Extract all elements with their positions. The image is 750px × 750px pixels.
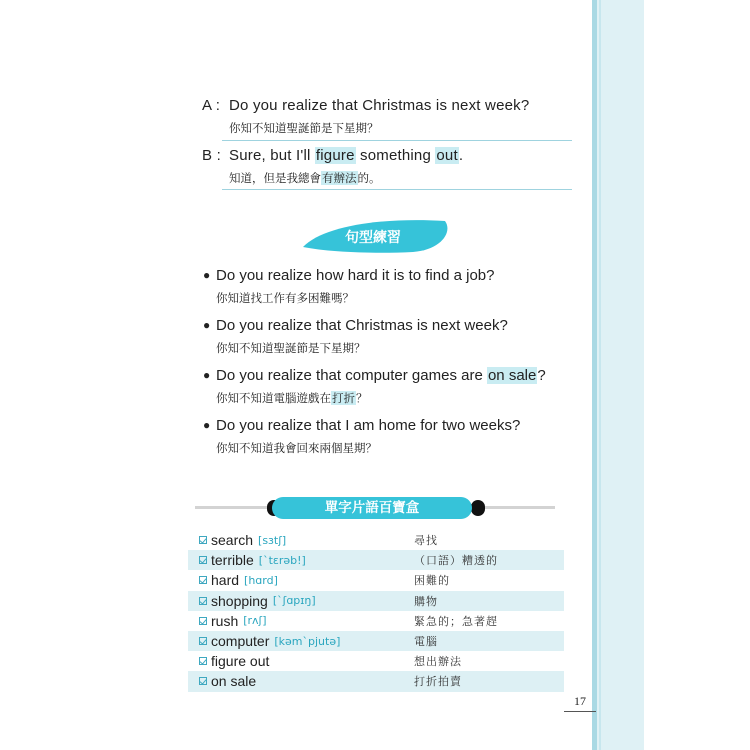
- dialogue-english-text: [229, 147, 463, 164]
- dialogue-chinese: [229, 120, 572, 136]
- checkbox-icon[interactable]: [199, 556, 207, 564]
- highlighted-phrase: figure: [315, 147, 355, 164]
- vocab-title: 單字片語百寶盒: [272, 497, 472, 519]
- checkbox-icon[interactable]: [199, 597, 207, 605]
- bullet-icon: ●: [203, 268, 211, 282]
- pill-cap-icon: [471, 500, 485, 516]
- checkbox-icon[interactable]: [199, 637, 207, 645]
- vocab-meaning: 想出辦法: [414, 655, 462, 669]
- vocab-word: terrible: [211, 552, 254, 569]
- text-run: Do you realize that I am home for two weeks?: [216, 417, 521, 434]
- vocab-row: [188, 611, 564, 631]
- divider: [222, 189, 572, 190]
- vocab-row: [188, 671, 564, 691]
- vocab-word: rush: [211, 612, 239, 629]
- vocab-meaning: 緊急的；急著趕: [414, 614, 498, 628]
- vocab-meaning: 電腦: [414, 635, 438, 649]
- text-run: 的。: [357, 171, 381, 185]
- vocab-row: [188, 651, 564, 671]
- divider: [477, 506, 555, 509]
- vocab-header: [195, 497, 555, 519]
- highlighted-phrase: out: [436, 147, 458, 164]
- dialogue-chinese: [229, 170, 572, 186]
- dialogue-line-b: [202, 147, 572, 186]
- bullet-icon: ●: [203, 368, 211, 382]
- vocab-phonetic: [rʌʃ]: [243, 614, 267, 628]
- vocab-phonetic: [`tɛrəb!]: [258, 553, 306, 567]
- text-run: ?: [537, 367, 546, 384]
- text-run: 你知不知道電腦遊戲在: [216, 391, 331, 405]
- practice-chinese: [216, 390, 583, 406]
- practice-item: [203, 267, 583, 306]
- dialogue-english-text: [229, 97, 529, 114]
- text-run: .: [458, 147, 464, 164]
- checkbox-icon[interactable]: [199, 617, 207, 625]
- practice-english: [216, 417, 520, 434]
- vocab-meaning: 打折拍賣: [414, 675, 462, 689]
- text-run: 知道，但是我總會: [229, 171, 321, 185]
- vocab-word: search: [211, 532, 254, 549]
- text-run: Do you realize that computer games are: [216, 367, 487, 384]
- text-run: 你知不知道我會回來兩個星期？: [216, 441, 377, 455]
- dialogue-english: [202, 97, 572, 114]
- speaker-label: B :: [202, 147, 221, 164]
- section-title: 句型練習: [345, 230, 401, 246]
- vocab-word: shopping: [211, 592, 268, 609]
- divider: [564, 711, 596, 712]
- vocab-word: hard: [211, 572, 240, 589]
- checkbox-icon[interactable]: [199, 576, 207, 584]
- checkbox-icon[interactable]: [199, 536, 207, 544]
- practice-english: [216, 267, 495, 284]
- divider: [195, 506, 273, 509]
- vocab-row: [188, 550, 564, 570]
- vocab-phonetic: [kəm`pjutə]: [274, 634, 341, 648]
- text-run: 你知道找工作有多困難嗎？: [216, 291, 354, 305]
- vocab-meaning: 購物: [414, 594, 438, 608]
- practice-chinese: [216, 290, 583, 306]
- practice-chinese: [216, 440, 583, 456]
- practice-english: [216, 367, 546, 384]
- vocab-row: [188, 631, 564, 651]
- highlighted-phrase: 打折: [332, 391, 355, 405]
- vocab-word: computer: [211, 633, 270, 650]
- highlighted-phrase: 有辦法: [322, 171, 357, 185]
- dialogue-english: [202, 147, 572, 164]
- practice-item: [203, 317, 583, 356]
- vocab-row: [188, 591, 564, 611]
- vocab-phonetic: [`ʃɑpɪŋ]: [272, 594, 316, 608]
- highlighted-phrase: on sale: [487, 367, 537, 384]
- vocab-phonetic: [hɑrd]: [244, 573, 278, 587]
- text-run: Sure, but I'll: [229, 147, 315, 164]
- text-run: 你知不知道聖誕節是下星期？: [229, 121, 379, 135]
- vocab-row: [188, 530, 564, 550]
- page-number: 17: [574, 694, 586, 708]
- vocab-meaning: （口語）糟透的: [414, 554, 498, 568]
- practice-item: [203, 367, 583, 406]
- practice-item: [203, 417, 583, 456]
- text-run: something: [355, 147, 436, 164]
- speaker-label: A :: [202, 97, 221, 114]
- text-run: Do you realize that Christmas is next week?: [216, 317, 508, 334]
- bullet-icon: ●: [203, 418, 211, 432]
- vocab-meaning: 尋找: [414, 534, 438, 548]
- checkbox-icon[interactable]: [199, 657, 207, 665]
- text-run: ？: [356, 391, 368, 405]
- text-run: Do you realize how hard it is to find a job?: [216, 267, 495, 284]
- vocab-list: [188, 530, 564, 692]
- text-run: 你知不知道聖誕節是下星期？: [216, 341, 366, 355]
- vocab-meaning: 困難的: [414, 574, 450, 588]
- practice-english: [216, 317, 508, 334]
- divider: [222, 140, 572, 141]
- vocab-phonetic: [sɜtʃ]: [258, 533, 287, 547]
- vocab-word: on sale: [211, 673, 257, 690]
- section-banner: [303, 220, 449, 253]
- vocab-row: [188, 570, 564, 590]
- bullet-icon: ●: [203, 318, 211, 332]
- text-run: Do you realize that Christmas is next week?: [229, 97, 530, 114]
- page-edge-tab: [592, 0, 644, 750]
- vocab-word: figure out: [211, 653, 270, 670]
- dialogue-line-a: [202, 97, 572, 136]
- checkbox-icon[interactable]: [199, 677, 207, 685]
- practice-chinese: [216, 340, 583, 356]
